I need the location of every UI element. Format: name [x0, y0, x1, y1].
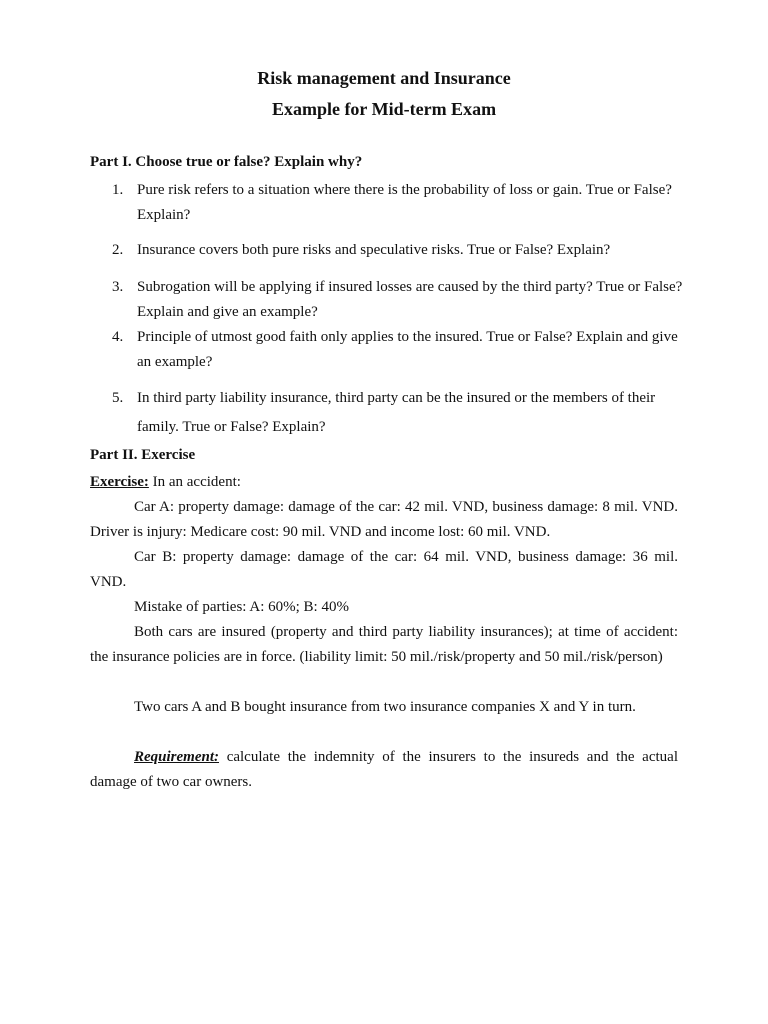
question-text: Insurance covers both pure risks and speculative risks. True or False? Explain? — [137, 242, 611, 258]
question-text: Subrogation will be applying if insured losses are caused by the third party? True or False? Explain and give an example? — [137, 279, 683, 320]
question-number: 1. — [112, 182, 124, 198]
question-item — [90, 384, 690, 442]
mistake-paragraph: Mistake of parties: A: 60%; B: 40% — [134, 599, 349, 615]
question-item — [90, 178, 690, 228]
bought-paragraph: Two cars A and B bought insurance from two insurance companies X and Y in turn. — [134, 699, 636, 715]
exercise-intro — [90, 470, 678, 495]
exercise-intro-text: In an accident: — [148, 474, 241, 490]
insured-paragraph: Both cars are insured (property and third party liability insurances); at time of accident: the insurance policies are in force. (liability limit: 50 mil./risk/property and 50 mil./risk/person) — [90, 624, 678, 665]
question-number: 4. — [112, 329, 124, 345]
requirement-paragraph — [90, 745, 678, 795]
question-number: 3. — [112, 279, 124, 295]
part-2-heading: Part II. Exercise — [90, 447, 196, 463]
document-subtitle: Example for Mid-term Exam — [271, 99, 497, 119]
question-number: 5. — [112, 390, 124, 406]
part-1-heading: Part I. Choose true or false? Explain why? — [90, 154, 363, 170]
car-a-paragraph: Car A: property damage: damage of the car: 42 mil. VND, business damage: 8 mil. VND. Driver is injury: Medicare cost: 90 mil. VND and income lost: 60 mil. VND. — [90, 499, 678, 540]
exercise-label: Exercise: — [90, 474, 149, 490]
question-item — [90, 275, 690, 325]
question-item — [90, 325, 690, 375]
question-number: 2. — [112, 242, 124, 258]
requirement-label: Requirement: — [134, 749, 219, 765]
question-text: Principle of utmost good faith only applies to the insured. True or False? Explain and give an example? — [137, 329, 678, 370]
question-text: Pure risk refers to a situation where there is the probability of loss or gain. True or False? Explain? — [137, 182, 672, 223]
requirement-text: calculate the indemnity of the insurers to the insureds and the actual damage of two car owners. — [90, 749, 678, 790]
question-list — [90, 178, 690, 442]
question-text: In third party liability insurance, third party can be the insured or the members of their family. True or False? Explain? — [137, 390, 656, 435]
car-b-paragraph: Car B: property damage: damage of the car: 64 mil. VND, business damage: 36 mil. VND. — [90, 549, 678, 590]
question-item — [90, 238, 690, 263]
document-title: Risk management and Insurance — [257, 68, 511, 88]
